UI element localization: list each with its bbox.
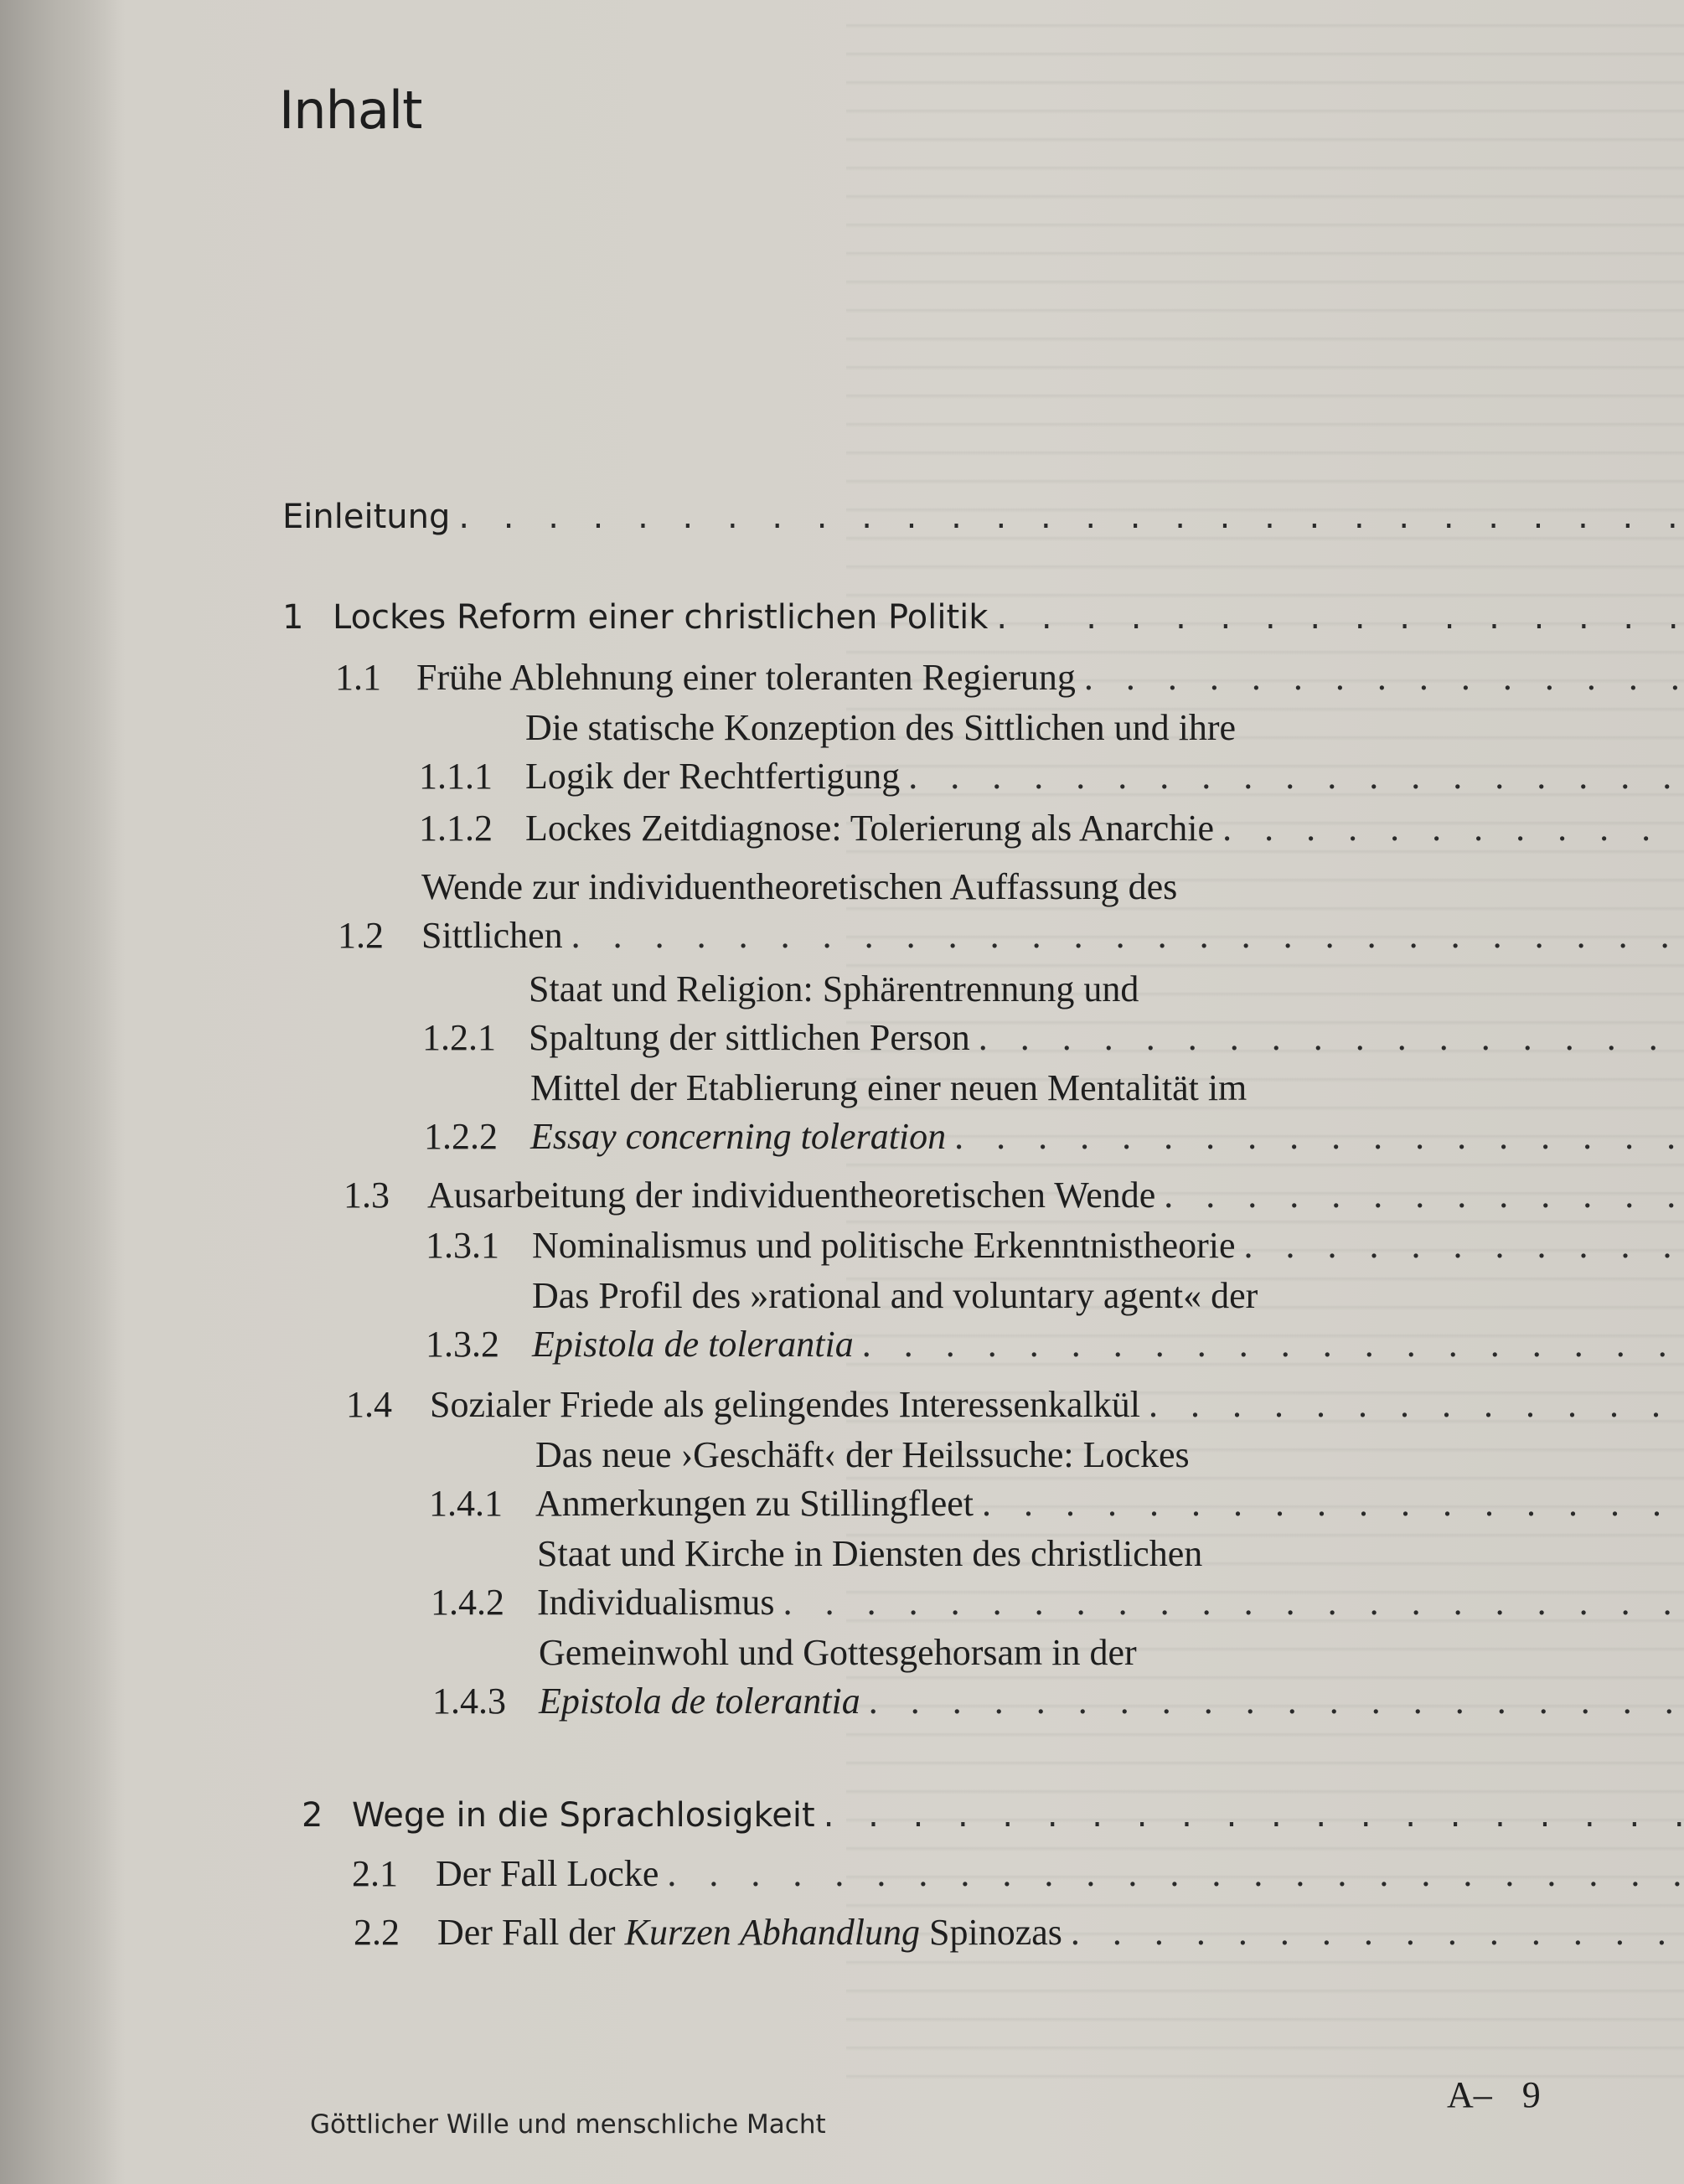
toc-number: 2.1 <box>352 1853 398 1894</box>
toc-entry-1-4-1 <box>429 1431 1482 1528</box>
toc-entry-title-part-1: Der Fall der <box>437 1912 625 1953</box>
toc-number: 1.4 <box>346 1384 392 1425</box>
leader-dots <box>458 493 1684 541</box>
leader-dots <box>1244 1221 1684 1270</box>
toc-entry-title-line-2: Anmerkungen zu Stillingfleet <box>535 1483 974 1524</box>
leader-dots <box>1149 1381 1684 1429</box>
leader-dots <box>783 1578 1684 1627</box>
toc-entry-1-4-3 <box>432 1629 1482 1726</box>
toc-entry-title-line-2: Spaltung der sittlichen Person <box>529 1017 970 1058</box>
leader-dots <box>908 752 1684 801</box>
toc-entry-title: Wege in die Sprachlosigkeit <box>352 1796 815 1835</box>
toc-entry-1-3-2 <box>426 1272 1482 1369</box>
running-footer-title: Göttlicher Wille und menschliche Macht <box>310 2109 826 2140</box>
toc-number: 1 <box>282 598 304 637</box>
toc-entry-title-line-2: Sittlichen <box>421 915 563 956</box>
page-number: 9 <box>1521 2074 1541 2115</box>
toc-number: 1.1 <box>335 657 381 698</box>
toc-number: 2.2 <box>354 1912 400 1953</box>
toc-entry-1-2-1 <box>422 965 1474 1062</box>
toc-entry-1-3-1 <box>426 1221 1474 1270</box>
toc-number: 1.2.2 <box>424 1116 498 1157</box>
toc-number: 1.3.2 <box>426 1324 499 1365</box>
toc-number: 1.2.1 <box>422 1017 496 1058</box>
toc-entry-title-line-2: Individualismus <box>537 1582 775 1623</box>
toc-number: 1.3 <box>344 1175 390 1216</box>
toc-entry-chapter-2 <box>302 1791 1490 1840</box>
toc-entry-title-line-2: Logik der Rechtfertigung <box>525 756 901 797</box>
leader-dots <box>869 1677 1684 1726</box>
toc-entry-title-italic: Kurzen Abhandlung <box>624 1912 921 1953</box>
toc-entry-2-1 <box>352 1850 1490 1898</box>
leader-dots <box>1071 1908 1684 1957</box>
folio-mark: A– <box>1447 2074 1492 2115</box>
toc-number: 1.3.1 <box>426 1225 499 1266</box>
leader-dots <box>862 1320 1684 1369</box>
toc-entry-title-line-1: Wende zur individuentheoretischen Auffassung des <box>421 866 1178 907</box>
toc-entry-title: Der Fall Locke <box>436 1853 659 1894</box>
toc-entry-title: Sozialer Friede als gelingendes Interessenkalkül <box>430 1384 1140 1425</box>
toc-entry-title-part-2: Spinozas <box>920 1912 1062 1953</box>
toc-number: 1.4.3 <box>432 1681 506 1722</box>
leader-dots <box>571 911 1684 960</box>
folio <box>1447 2073 1541 2116</box>
toc-entry-1-1-1 <box>419 704 1474 801</box>
toc-number: 1.4.1 <box>429 1483 503 1524</box>
toc-entry-title: Einleitung <box>282 498 451 536</box>
toc-entry-title: Lockes Reform einer christlichen Politik <box>333 598 989 637</box>
leader-dots <box>996 593 1684 642</box>
toc-entry-title-line-2: Essay concerning toleration <box>530 1116 947 1157</box>
toc-entry-title <box>437 1908 1062 1957</box>
toc-number: 1.2 <box>338 915 384 956</box>
page-title: Inhalt <box>279 80 422 141</box>
toc-entry-1-4-2 <box>431 1530 1482 1627</box>
toc-number: 2 <box>302 1796 323 1835</box>
toc-entry-title-line-1: Gemeinwohl und Gottesgehorsam in der <box>539 1632 1137 1673</box>
toc-entry-title-line-1: Mittel der Etablierung einer neuen Mentalität im <box>530 1067 1248 1108</box>
toc-entry-1-1 <box>335 653 1474 702</box>
toc-entry-title: Lockes Zeitdiagnose: Tolerierung als Anarchie <box>525 808 1215 849</box>
toc-entry-title-line-1: Die statische Konzeption des Sittlichen und ihre <box>525 707 1237 748</box>
leader-dots <box>954 1113 1684 1161</box>
toc-entry-chapter-1 <box>282 593 1474 642</box>
toc-entry-title: Nominalismus und politische Erkenntnistheorie <box>532 1225 1236 1266</box>
toc-entry-title-line-1: Das neue ›Geschäft‹ der Heilssuche: Lockes <box>535 1434 1190 1475</box>
leader-dots <box>979 1014 1684 1062</box>
toc-entry-1-3 <box>344 1171 1474 1220</box>
toc-number: 1.1.1 <box>419 756 493 797</box>
leader-dots <box>982 1479 1684 1528</box>
toc-entry-1-2 <box>338 863 1474 960</box>
leader-dots <box>1084 653 1684 702</box>
leader-dots <box>1164 1171 1684 1220</box>
toc-entry-title-line-2: Epistola de tolerantia <box>532 1324 854 1365</box>
leader-dots <box>824 1791 1684 1840</box>
toc-entry-title: Frühe Ablehnung einer toleranten Regierung <box>416 657 1076 698</box>
toc-entry-title-line-1: Das Profil des »rational and voluntary agent« der <box>532 1275 1258 1316</box>
toc-entry-title-line-2: Epistola de tolerantia <box>539 1681 860 1722</box>
toc-entry-einleitung <box>282 493 1474 541</box>
toc-number: 1.4.2 <box>431 1582 504 1623</box>
toc-entry-1-4 <box>346 1381 1482 1429</box>
toc-entry-1-2-2 <box>424 1064 1474 1161</box>
leader-dots <box>667 1850 1684 1898</box>
leader-dots <box>1222 804 1684 853</box>
toc-entry-title: Ausarbeitung der individuentheoretischen Wende <box>427 1175 1156 1216</box>
toc-entry-title-line-1: Staat und Religion: Sphärentrennung und <box>529 968 1139 1009</box>
toc-number: 1.1.2 <box>419 808 493 849</box>
toc-entry-2-2 <box>354 1908 1490 1957</box>
toc-entry-1-1-2 <box>419 804 1474 853</box>
toc-entry-title-line-1: Staat und Kirche in Diensten des christlichen <box>537 1533 1203 1574</box>
